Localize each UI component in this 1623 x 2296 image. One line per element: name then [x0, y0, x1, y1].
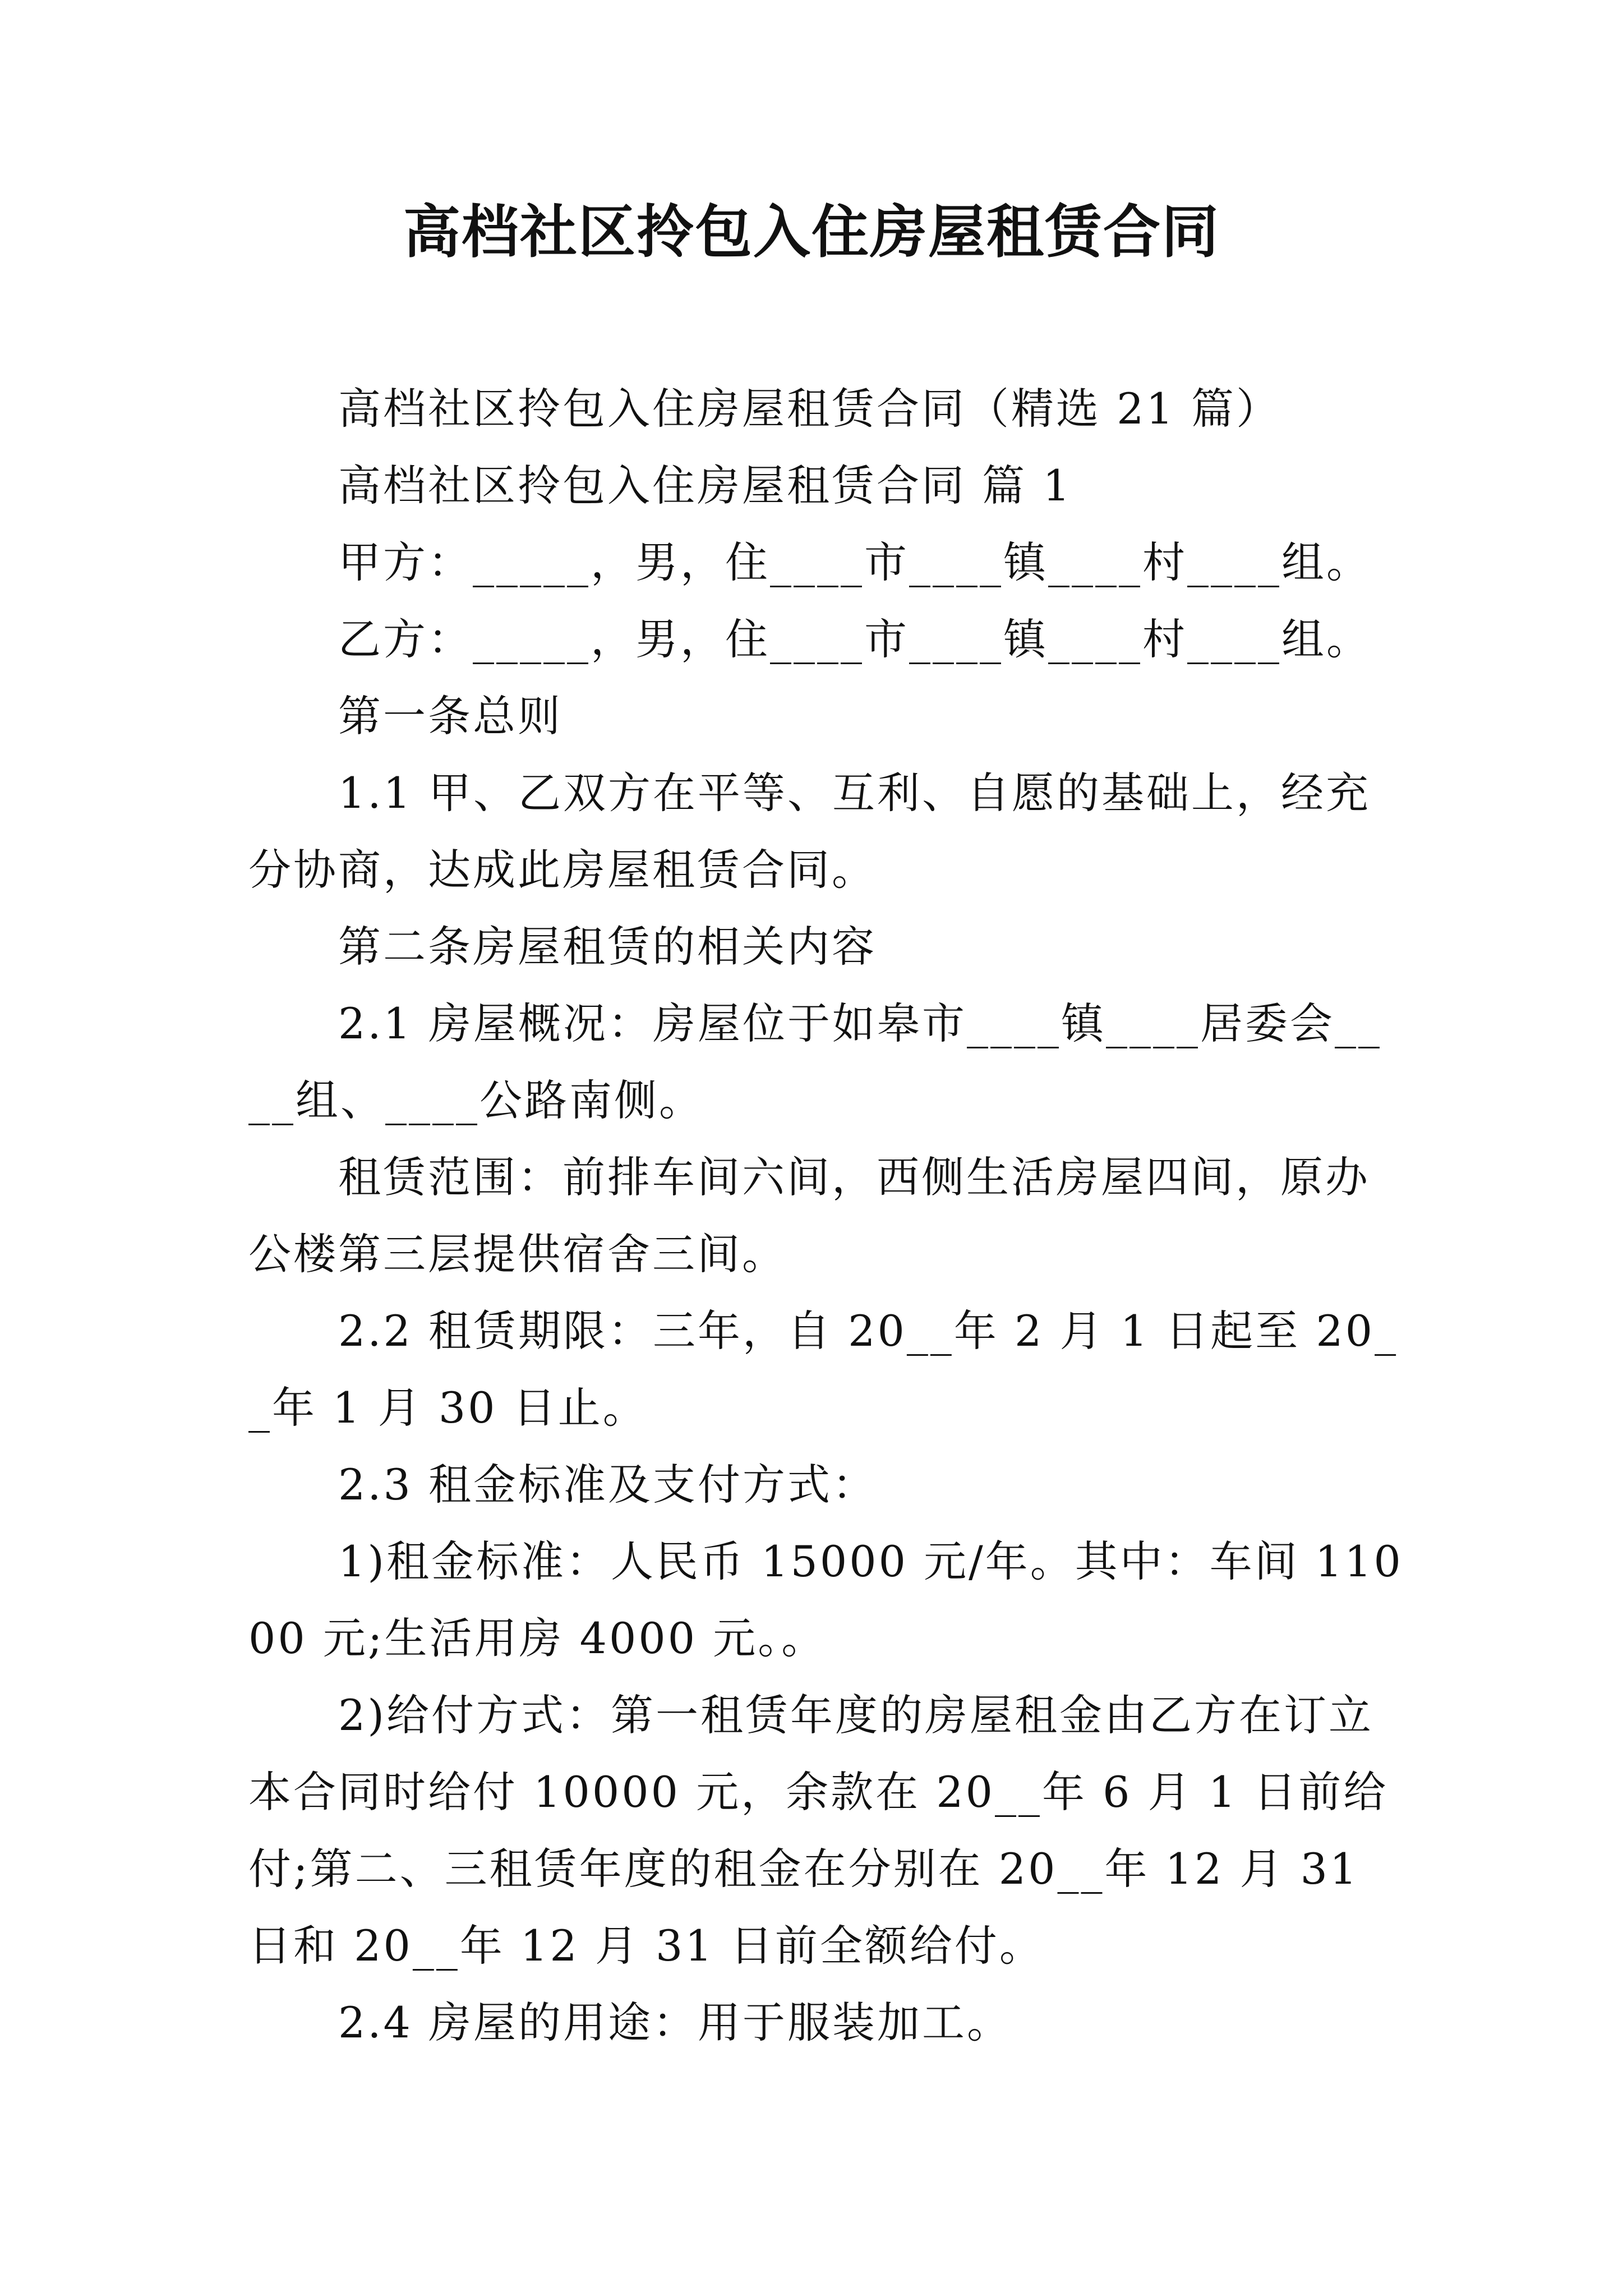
article-2-heading: 第二条房屋租赁的相关内容: [338, 922, 877, 972]
party-a-line: 甲方：_____，男，住____市____镇____村____组。: [338, 537, 1371, 587]
lease-scope: 租赁范围：前排车间六间，西侧生活房屋四间，原办公楼第三层提供宿舍三间。: [248, 1152, 1370, 1279]
clause-1-1: 1.1 甲、乙双方在平等、互利、自愿的基础上，经充分协商，达成此房屋租赁合同。: [248, 768, 1371, 895]
section-heading: 高档社区拎包入住房屋租赁合同 篇 1: [338, 461, 1072, 510]
document-title: 高档社区拎包入住房屋租赁合同: [403, 199, 1220, 266]
payment-method: 2)给付方式：第一租赁年度的房屋租金由乙方在订立本合同时给付 10000 元，余款在 20__年 6 月 1 日前给付;第二、三租赁年度的租金在分别在 20__年 12 月 31 日和 20__年 12 月 31 日前全额给付。: [248, 1690, 1389, 1971]
clause-2-4: 2.4 房屋的用途：用于服装加工。: [338, 1998, 1012, 2047]
document-body: [248, 370, 1404, 2061]
clause-2-3: 2.3 租金标准及支付方式：: [338, 1460, 878, 1510]
clause-2-1: 2.1 房屋概况：房屋位于如皋市____镇____居委会____组、____公路南侧。: [248, 999, 1382, 1125]
article-1-heading: 第一条总则: [338, 691, 562, 741]
party-b-line: 乙方：_____，男，住____市____镇____村____组。: [338, 614, 1371, 664]
rent-standard: 1)租金标准：人民币 15000 元/年。其中：车间 11000 元;生活用房 4000 元。。: [248, 1536, 1403, 1663]
clause-2-2: 2.2 租赁期限：三年，自 20__年 2 月 1 日起至 20__年 1 月 30 日止。: [248, 1306, 1399, 1433]
subtitle-paragraph: 高档社区拎包入住房屋租赁合同（精选 21 篇）: [338, 384, 1281, 434]
